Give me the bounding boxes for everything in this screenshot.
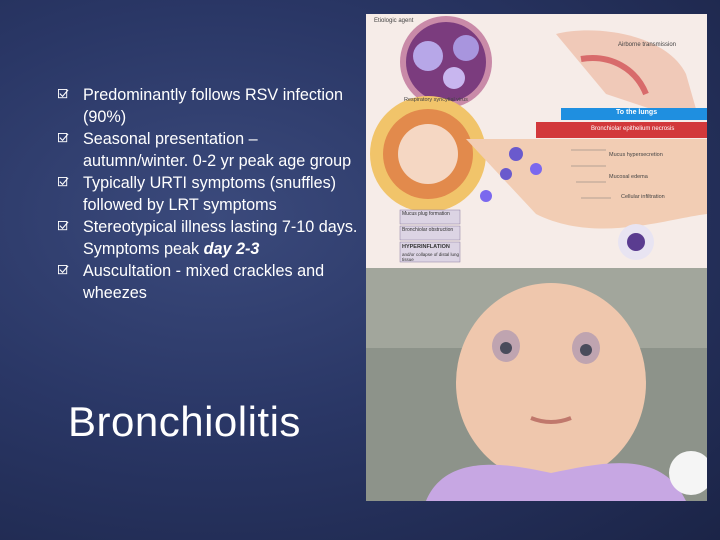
virus-particle	[413, 41, 443, 71]
cell	[480, 190, 492, 202]
label-mucus-hypersecretion: Mucus hypersecretion	[609, 152, 663, 158]
bullet-text: Auscultation - mixed crackles and wheezes	[83, 262, 325, 302]
cell	[530, 163, 542, 175]
bullet-item	[58, 84, 358, 128]
label-airborne: Airborne transmission	[618, 42, 677, 48]
bullet-list	[58, 84, 358, 304]
infant-photo	[366, 268, 707, 501]
label-hyperinflation: HYPERINFLATION	[402, 244, 450, 250]
label-to-lungs: To the lungs	[616, 109, 658, 116]
bullet-item	[58, 216, 358, 260]
bronchiole-lumen	[398, 124, 458, 184]
bullet-marker-icon	[58, 89, 69, 100]
bullet-marker-icon	[58, 221, 69, 232]
bullet-marker-icon	[58, 265, 69, 276]
bullet-item	[58, 128, 358, 172]
label-obstruction: Bronchiolar obstruction	[402, 227, 454, 233]
label-hyperinflation-sub: and/or collapse of distal lung tissue	[402, 252, 460, 262]
label-cellular-infiltration: Cellular infiltration	[621, 194, 665, 200]
cell	[509, 147, 523, 161]
bullet-item	[58, 260, 358, 304]
virus-particle	[453, 35, 479, 61]
bullet-text: Predominantly follows RSV infection (90%)	[83, 86, 344, 126]
label-mucosal-edema: Mucosal edema	[609, 174, 648, 180]
virus-particle	[443, 67, 465, 89]
bullet-emphasis: day 2-3	[203, 240, 260, 258]
bullet-item	[58, 172, 358, 216]
cell	[500, 168, 512, 180]
label-necrosis: Bronchiolar epithelium necrosis	[591, 126, 675, 132]
label-rsv: Respiratory syncytial virus	[404, 97, 468, 103]
bullet-text: Typically URTI symptoms (snuffles) followed by LRT symptoms	[83, 174, 337, 214]
bullet-text: Seasonal presentation – autumn/winter. 0-2 yr peak age group	[83, 130, 352, 170]
infant-head	[456, 283, 646, 483]
leukocyte-nucleus	[627, 233, 645, 251]
pathophysiology-diagram	[366, 14, 707, 268]
bullet-marker-icon	[58, 177, 69, 188]
bullet-text: Stereotypical illness lasting 7-10 days. Symptoms peak	[83, 218, 358, 258]
infant-illustration	[366, 268, 707, 501]
slide-title: Bronchiolitis	[68, 398, 301, 445]
label-etiologic-agent: Etiologic agent	[374, 18, 414, 24]
label-mucus-plug: Mucus plug formation	[402, 211, 450, 217]
bullet-marker-icon	[58, 133, 69, 144]
